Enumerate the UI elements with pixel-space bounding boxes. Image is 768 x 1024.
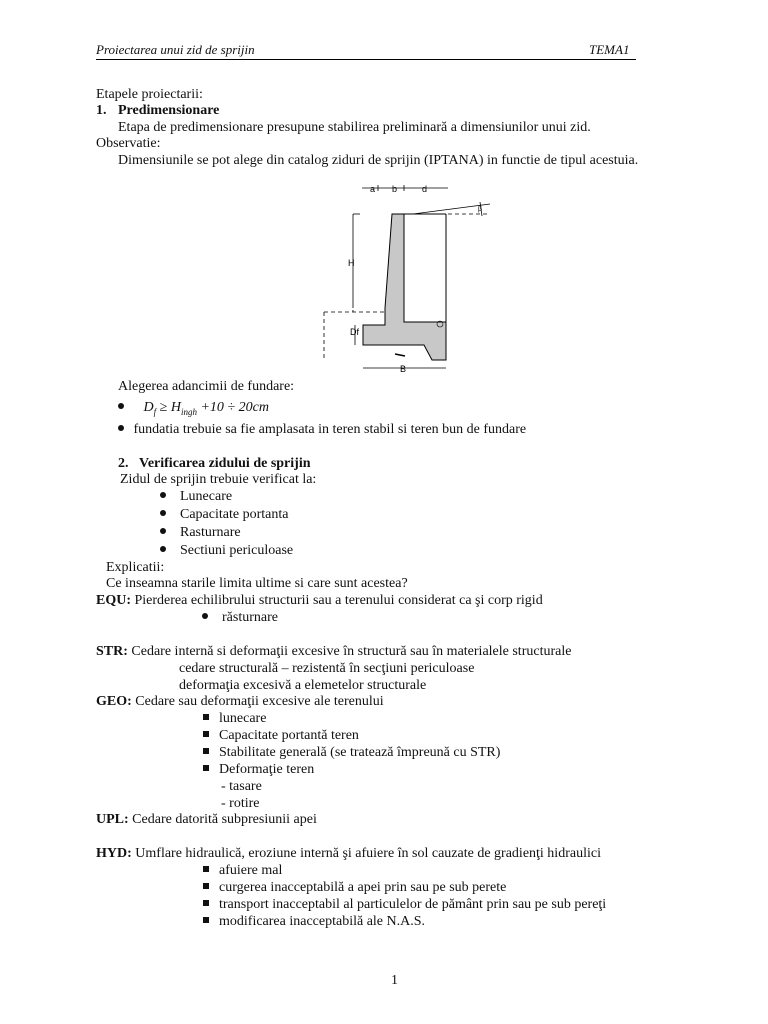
sec1-title: Predimensionare (118, 103, 220, 118)
formula-f: f (153, 406, 157, 417)
formula-D: D (143, 400, 154, 415)
geo-item: Capacitate portantă teren (203, 728, 359, 744)
observation-text: Dimensiunile se pot alege din catalog ziduri de sprijin (IPTANA) in functie de tipul acestuia. (118, 153, 639, 168)
depth-title: Alegerea adancimii de fundare: (118, 379, 295, 394)
geo-line (96, 694, 384, 710)
hyd-item: transport inacceptabil al particulelor de pământ prin sau pe sub pereţi (203, 897, 606, 913)
header-title: Proiectarea unui zid de sprijin (96, 42, 255, 57)
geo-label: GEO: (96, 694, 132, 709)
equ-line (96, 593, 543, 609)
bullet-dot (160, 492, 166, 498)
retaining-wall-diagram (300, 178, 510, 378)
geo-text: Cedare sau deformaţii excesive ale terenului (135, 694, 384, 709)
formula (144, 400, 269, 415)
hyd-line (96, 846, 601, 862)
upl-label: UPL: (96, 812, 129, 827)
sec2-item: Rasturnare (160, 525, 241, 541)
hyd-text: Umflare hidraulică, eroziune internă şi afuiere în sol cauzate de gradienţi hidraulici (135, 846, 601, 861)
hyd-item: modificarea inacceptabilă ale N.A.S. (203, 914, 425, 930)
sec2-item: Capacitate portanta (160, 507, 288, 523)
observation-label: Observatie: (96, 136, 161, 151)
square-bullet (203, 731, 209, 737)
equ-label: EQU: (96, 593, 131, 608)
formula-ingh: ingh (180, 406, 197, 417)
square-bullet (203, 714, 209, 720)
str-line-2: cedare structurală – rezistentă în secţiuni periculoase (179, 661, 475, 676)
str-line-3: deformaţia excesivă a elemetelor structurale (179, 678, 427, 693)
square-bullet (203, 883, 209, 889)
hyd-label: HYD: (96, 846, 132, 861)
dim-H: H (348, 258, 355, 268)
square-bullet (203, 765, 209, 771)
upl-line (96, 812, 317, 828)
dim-B: B (400, 364, 407, 374)
formula-geq: ≥ (159, 400, 168, 415)
geo-item: Deformaţie teren (203, 762, 314, 778)
sec2-title: Verificarea zidului de sprijin (139, 456, 311, 471)
equ-item: răsturnare (202, 610, 278, 626)
sec1-number: 1. (96, 103, 107, 118)
bullet-dot (160, 510, 166, 516)
square-bullet (203, 748, 209, 754)
bullet-dot (118, 403, 124, 409)
formula-rest: +10 ÷ 20cm (200, 400, 269, 415)
equ-text: Pierderea echilibrului structurii sau a terenului considerat ca şi corp rigid (134, 593, 543, 608)
header-rule (96, 59, 636, 60)
hyd-item: curgerea inacceptabilă a apei prin sau pe sub perete (203, 880, 506, 896)
upl-text: Cedare datorită subpresiunii apei (132, 812, 317, 827)
header-tag: TEMA1 (589, 42, 630, 57)
wall-section (363, 214, 446, 360)
depth-bullet-2-text: fundatia trebuie sa fie amplasata in teren stabil si teren bun de fundare (133, 422, 527, 437)
bullet-dot (118, 425, 124, 431)
geo-item: lunecare (203, 711, 266, 727)
hyd-item: afuiere mal (203, 863, 282, 879)
dim-Df: Df (350, 327, 359, 337)
str-label: STR: (96, 644, 128, 659)
formula-H: H (170, 400, 181, 415)
geo-sub-item: - rotire (221, 796, 260, 811)
angle-beta: β (478, 206, 483, 213)
dim-a: a (370, 184, 376, 194)
sec2-item: Lunecare (160, 489, 232, 505)
sec2-item: Sectiuni periculoase (160, 543, 293, 559)
bullet-dot (160, 546, 166, 552)
explanations-label: Explicatii: (106, 560, 165, 575)
bullet-dot (160, 528, 166, 534)
dim-b: b (392, 184, 398, 194)
square-bullet (203, 900, 209, 906)
square-bullet (203, 917, 209, 923)
depth-bullet-1 (118, 400, 269, 420)
depth-bullet-2 (118, 422, 526, 438)
explanations-question: Ce inseamna starile limita ultime si care sunt acestea? (106, 576, 408, 591)
page-number: 1 (391, 973, 398, 988)
sec1-text: Etapa de predimensionare presupune stabilirea preliminară a dimensiunilor unui zid. (118, 120, 591, 135)
geo-item: Stabilitate generală (se tratează împreună cu STR) (203, 745, 500, 761)
intro-line: Etapele proiectarii: (96, 87, 203, 102)
str-text: Cedare internă si deformaţii excesive în structură sau în materialele structurale (131, 644, 572, 659)
geo-sub-item: - tasare (221, 779, 262, 794)
sec2-number: 2. (118, 456, 129, 471)
square-bullet (203, 866, 209, 872)
sec2-text: Zidul de sprijin trebuie verificat la: (120, 472, 317, 487)
dim-d: d (422, 184, 428, 194)
str-line (96, 644, 571, 660)
bullet-dot (202, 613, 208, 619)
